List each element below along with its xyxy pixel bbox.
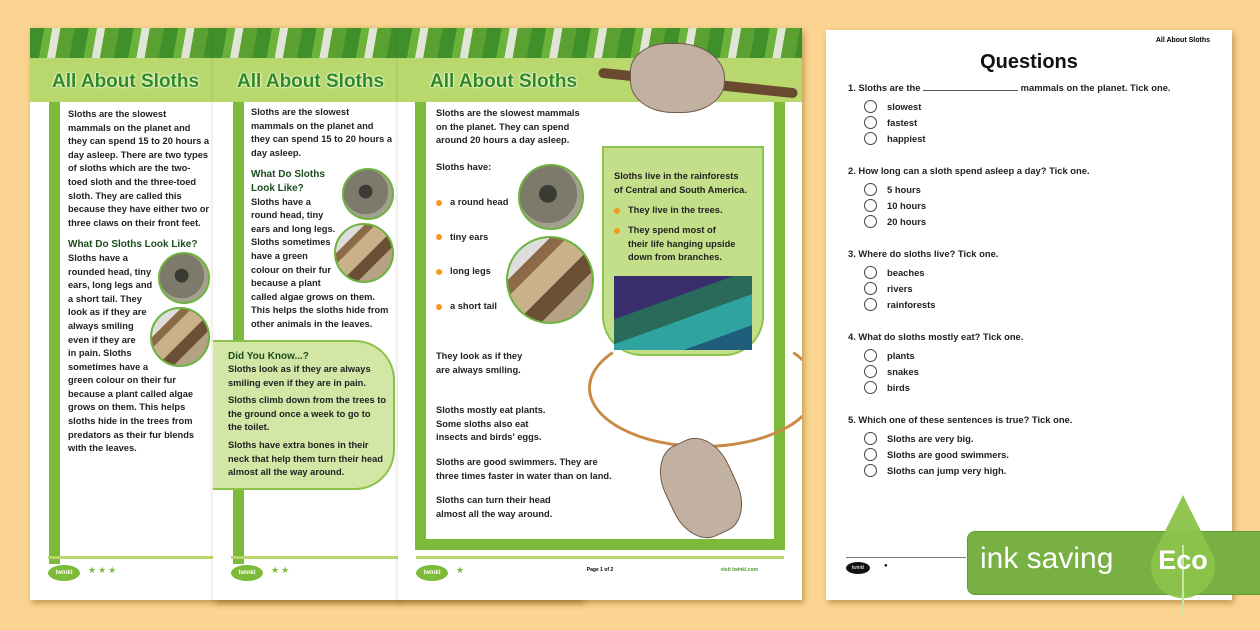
feature-list	[436, 196, 508, 334]
bullet-icon	[436, 269, 442, 275]
answer-option[interactable]	[864, 465, 1072, 478]
website-link[interactable]: visit twinkl.com	[720, 567, 758, 573]
option-label: snakes	[887, 366, 919, 378]
radio-button[interactable]	[864, 349, 877, 362]
twinkl-logo: twinkl	[48, 565, 80, 581]
sloth-illustration	[630, 43, 725, 113]
difficulty-stars: ●	[884, 563, 888, 569]
habitat-bullet: They spend most of their life hanging upside down from branches.	[614, 224, 735, 265]
option-label: 10 hours	[887, 200, 927, 212]
ink-saving-label: ink saving	[980, 542, 1114, 575]
section-heading: What Do Sloths Look Like?	[251, 169, 325, 194]
question	[848, 414, 1072, 477]
sloth-photo	[506, 236, 594, 324]
bullet-icon	[614, 208, 620, 214]
twinkl-logo: twinkl	[846, 562, 870, 574]
question	[848, 165, 1090, 228]
feature-item: long legs	[436, 265, 508, 279]
difficulty-stars: ★★	[271, 565, 292, 575]
option-label: beaches	[887, 267, 925, 279]
option-label: 5 hours	[887, 184, 921, 196]
question-text: 3. Where do sloths live? Tick one.	[848, 248, 999, 259]
page-title: Questions	[980, 51, 1078, 73]
sloth-photo	[342, 168, 394, 220]
option-label: Sloths can jump very high.	[887, 465, 1007, 477]
radio-button[interactable]	[864, 266, 877, 279]
difficulty-stars: ★	[456, 565, 467, 575]
habitat-text: Sloths live in the rainforests of Central and South America.	[614, 171, 747, 195]
answer-option[interactable]	[864, 433, 1072, 446]
sloth-photo	[334, 223, 394, 283]
did-you-know-box	[213, 340, 395, 490]
fact: Sloths have extra bones in their neck that help them turn their head almost all the way around.	[228, 440, 383, 478]
eco-badge-label: Eco	[1158, 545, 1208, 575]
section-heading: What Do Sloths Look Like?	[68, 239, 198, 251]
sloth-photo	[518, 164, 584, 230]
option-label: birds	[887, 382, 910, 394]
answer-option[interactable]	[864, 267, 998, 280]
option-label: slowest	[887, 101, 922, 113]
radio-button[interactable]	[864, 132, 877, 145]
feature-item: a round head	[436, 196, 508, 210]
option-label: rainforests	[887, 299, 936, 311]
leaf-border	[398, 28, 802, 58]
answer-option[interactable]	[864, 133, 1171, 146]
body-wrap	[213, 168, 394, 331]
sloth-photo	[158, 252, 210, 304]
page-title: All About Sloths	[52, 71, 200, 92]
page-title: All About Sloths	[430, 71, 578, 92]
radio-button[interactable]	[864, 448, 877, 461]
intro-text: Sloths are the slowest mammals on the planet and they can spend 15 to 20 hours a day asleep. There are two types of sloths which are the two-toed sloth and the three-toed sloth. They are called this because they have either two or three claws on their front feet.	[68, 109, 210, 228]
answer-blank	[923, 90, 1018, 91]
question	[848, 248, 998, 311]
bullet-icon	[436, 234, 442, 240]
question-text: 2. How long can a sloth spend asleep a day? Tick one.	[848, 165, 1090, 176]
page2-content	[213, 106, 394, 490]
body-text: Sloths have a rounded head, tiny ears, long legs and a short tail. They look as if they are always smiling even if they are in pain. Sloths sometimes have a green colour on their fur because a plant called algae grows on them. This helps sloths hide in the trees from predators as their fur blends with the leaves.	[68, 252, 195, 454]
body-text: Sloths have a round head, tiny ears and long legs. Sloths sometimes have a green colour on their fur because a plant called algae grows on them. This helps the sloths hide from other animals in the leaves.	[251, 196, 389, 329]
option-label: rivers	[887, 283, 913, 295]
radio-button[interactable]	[864, 464, 877, 477]
option-label: happiest	[887, 133, 926, 145]
have-label: Sloths have:	[436, 162, 492, 172]
head-text: Sloths can turn their head almost all the way around.	[436, 495, 553, 519]
eco-leaf-icon	[1147, 495, 1219, 595]
footer-line	[846, 557, 966, 558]
bullet-icon	[614, 228, 620, 234]
question	[848, 331, 1023, 394]
fact: Sloths climb down from the trees to the ground once a week to go to the toilet.	[228, 395, 387, 433]
question-text: 4. What do sloths mostly eat? Tick one.	[848, 331, 1024, 342]
page-header-text: All About Sloths	[1155, 37, 1210, 44]
option-label: Sloths are good swimmers.	[887, 449, 1009, 461]
radio-button[interactable]	[864, 183, 877, 196]
radio-button[interactable]	[864, 365, 877, 378]
radio-button[interactable]	[864, 432, 877, 445]
radio-button[interactable]	[864, 298, 877, 311]
feature-item: a short tail	[436, 300, 508, 314]
option-label: plants	[887, 350, 915, 362]
feature-item: tiny ears	[436, 231, 508, 245]
answer-option[interactable]	[864, 299, 998, 312]
smiling-text: They look as if they are always smiling.	[436, 351, 523, 375]
radio-button[interactable]	[864, 381, 877, 394]
radio-button[interactable]	[864, 100, 877, 113]
question	[848, 82, 1171, 145]
twinkl-logo: twinkl	[231, 565, 263, 581]
sloth-photo	[150, 307, 210, 367]
bullet-icon	[436, 200, 442, 206]
twinkl-logo: twinkl	[416, 565, 448, 581]
fact: Sloths look as if they are always smiling even if they are in pain.	[228, 364, 371, 388]
intro-text: Sloths are the slowest mammals on the planet. They can spend around 20 hours a day asleep.	[436, 108, 580, 146]
swim-text: Sloths are good swimmers. They are three times faster in water than on land.	[436, 457, 612, 481]
difficulty-stars: ★★★	[88, 565, 119, 575]
footer-line	[416, 556, 784, 559]
answer-option[interactable]	[864, 216, 1090, 229]
question-text: 1. Sloths are the mammals on the planet. Tick one.	[848, 82, 1171, 93]
did-you-know-heading: Did You Know...?	[228, 350, 309, 362]
radio-button[interactable]	[864, 282, 877, 295]
page1-content	[30, 108, 210, 456]
option-label: fastest	[887, 117, 918, 129]
radio-button[interactable]	[864, 199, 877, 212]
answer-option[interactable]	[864, 184, 1090, 197]
answer-option[interactable]	[864, 101, 1171, 114]
answer-option[interactable]	[864, 382, 1023, 395]
radio-button[interactable]	[864, 116, 877, 129]
radio-button[interactable]	[864, 215, 877, 228]
answer-option[interactable]	[864, 200, 1090, 213]
page-number: Page 1 of 2	[586, 567, 614, 573]
option-label: Sloths are very big.	[887, 433, 974, 445]
eat-text: Sloths mostly eat plants. Some sloths also eat insects and birds' eggs.	[436, 405, 546, 443]
page-title: All About Sloths	[237, 71, 385, 92]
answer-option[interactable]	[864, 366, 1023, 379]
option-label: 20 hours	[887, 216, 927, 228]
bullet-icon	[436, 304, 442, 310]
answer-option[interactable]	[864, 449, 1072, 462]
habitat-bullet: They live in the trees.	[614, 204, 723, 218]
answer-option[interactable]	[864, 117, 1171, 130]
vine-illustration	[588, 328, 802, 448]
intro-text: Sloths are the slowest mammals on the planet and they can spend 15 to 20 hours a day asleep.	[251, 107, 393, 158]
question-text: 5. Which one of these sentences is true? Tick one.	[848, 414, 1073, 425]
answer-option[interactable]	[864, 350, 1023, 363]
body-wrap	[30, 252, 210, 456]
worksheet-page-3	[398, 28, 802, 600]
answer-option[interactable]	[864, 283, 998, 296]
